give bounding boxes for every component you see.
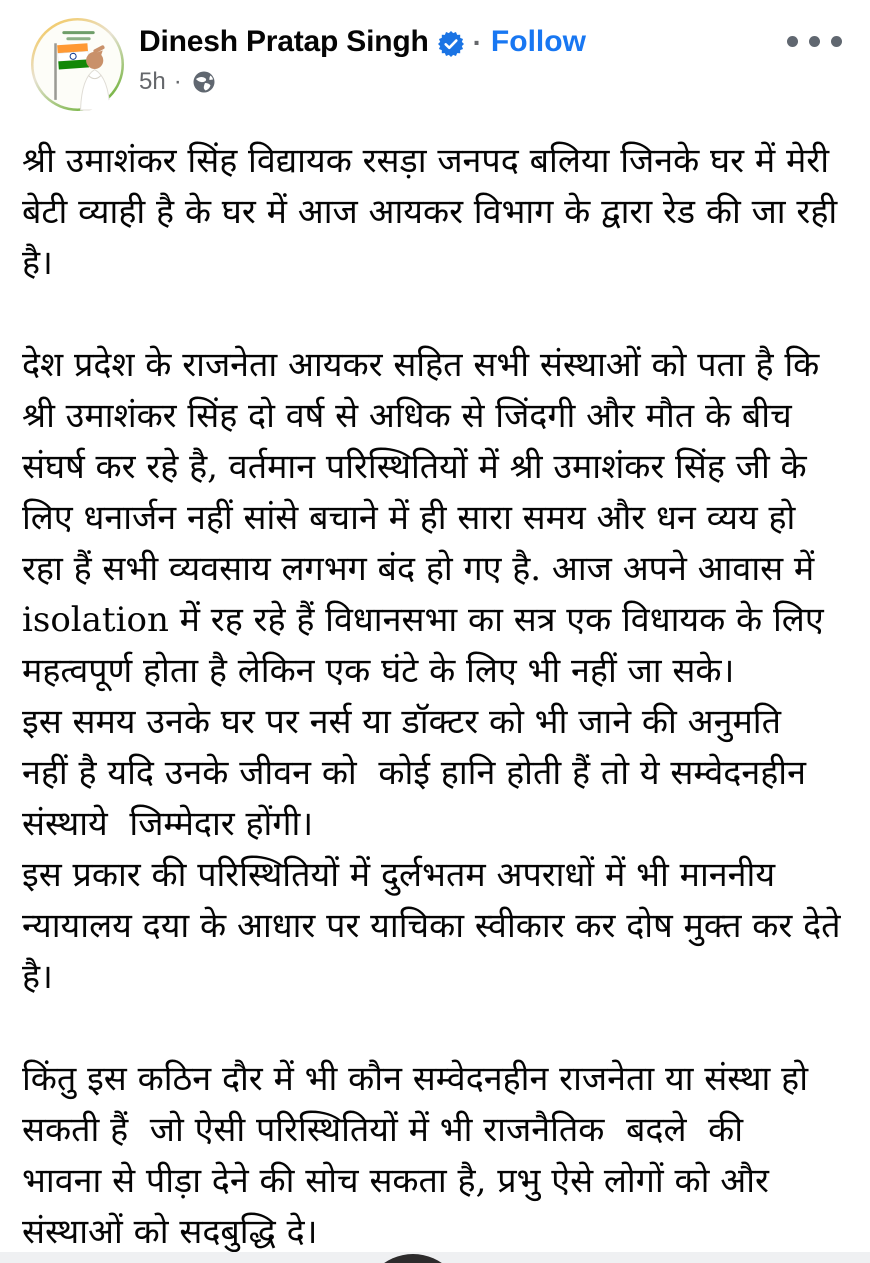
header-separator: · — [472, 27, 482, 58]
globe-public-icon — [192, 70, 216, 94]
post-text-line: लिए धनार्जन नहीं सांसे बचाने में ही सारा समय और धन व्यय हो — [22, 498, 796, 538]
post-text-line: श्री उमाशंकर सिंह दो वर्ष से अधिक से जिंदगी और मौत के बीच — [22, 396, 792, 436]
post-text-line: isolation में रह रहे हैं विधानसभा का सत्र एक विधायक के लिए — [22, 600, 824, 640]
follow-button[interactable]: Follow — [490, 25, 586, 58]
post-text-line: संस्थाओं को सदबुद्धि दे। — [22, 1212, 318, 1252]
post-text — [0, 128, 870, 1258]
post-text-line: महत्वपूर्ण होता है लेकिन एक घंटे के लिए भी नहीं जा सके। — [22, 651, 735, 691]
more-options-button[interactable] — [781, 30, 848, 53]
avatar-image-man-saluting-flag — [30, 17, 125, 112]
post-text-line: इस समय उनके घर पर नर्स या डॉक्टर को भी जाने की अनुमति — [22, 702, 781, 742]
meta-separator: · — [173, 68, 182, 95]
post-text-line: किंतु इस कठिन दौर में भी कौन सम्वेदनहीन राजनेता या संस्था हो — [22, 1059, 809, 1099]
post-text-line: नहीं है यदि उनके जीवन को कोई हानि होती हैं तो ये सम्वेदनहीन — [22, 753, 806, 793]
post-text-line: संघर्ष कर रहे है, वर्तमान परिस्थितियों में श्री उमाशंकर सिंह जी के — [22, 447, 807, 487]
post-text-line: बेटी व्याही है के घर में आज आयकर विभाग के द्वारा रेड की जा रही — [22, 192, 838, 232]
post-text-line: देश प्रदेश के राजनेता आयकर सहित सभी संस्थाओं को पता है कि — [22, 345, 820, 385]
attached-photo[interactable] — [0, 1252, 870, 1263]
post-text-line: श्री उमाशंकर सिंह विद्यायक रसड़ा जनपद बलिया जिनके घर में मेरी — [22, 141, 830, 181]
profile-name[interactable]: Dinesh Pratap Singh — [139, 25, 429, 58]
post-text-line: इस प्रकार की परिस्थितियों में दुर्लभतम अपराधों में भी माननीय — [22, 855, 776, 895]
post-paragraph — [22, 1054, 846, 1258]
post-text-line: न्यायालय दया के आधार पर याचिका स्वीकार कर दोष मुक्त कर देते — [22, 906, 841, 946]
dot — [787, 36, 798, 47]
post-text-line: है। — [22, 957, 53, 997]
header-text — [139, 17, 850, 96]
name-row — [139, 25, 850, 59]
dot — [809, 36, 820, 47]
photo-person-head-top — [360, 1254, 466, 1263]
post-text-line: भावना से पीड़ा देने की सोच सकता है, प्रभु ऐसे लोगों को और — [22, 1161, 769, 1201]
post-text-line: संस्थाये जिम्मेदार होंगी। — [22, 804, 314, 844]
post-meta — [139, 68, 850, 96]
post-paragraph — [22, 136, 846, 289]
post-header — [0, 0, 870, 128]
post-text-line: सकती हैं जो ऐसी परिस्थितियों में भी राजनैतिक बदले की — [22, 1110, 744, 1150]
profile-avatar[interactable] — [30, 17, 125, 112]
timestamp[interactable]: 5h — [139, 68, 166, 95]
dot — [831, 36, 842, 47]
post-text-line: है। — [22, 243, 53, 283]
post-paragraph — [22, 340, 846, 1003]
post-text-line: रहा हैं सभी व्यवसाय लगभग बंद हो गए है. आज अपने आवास में — [22, 549, 815, 589]
verified-badge-icon — [438, 31, 464, 57]
